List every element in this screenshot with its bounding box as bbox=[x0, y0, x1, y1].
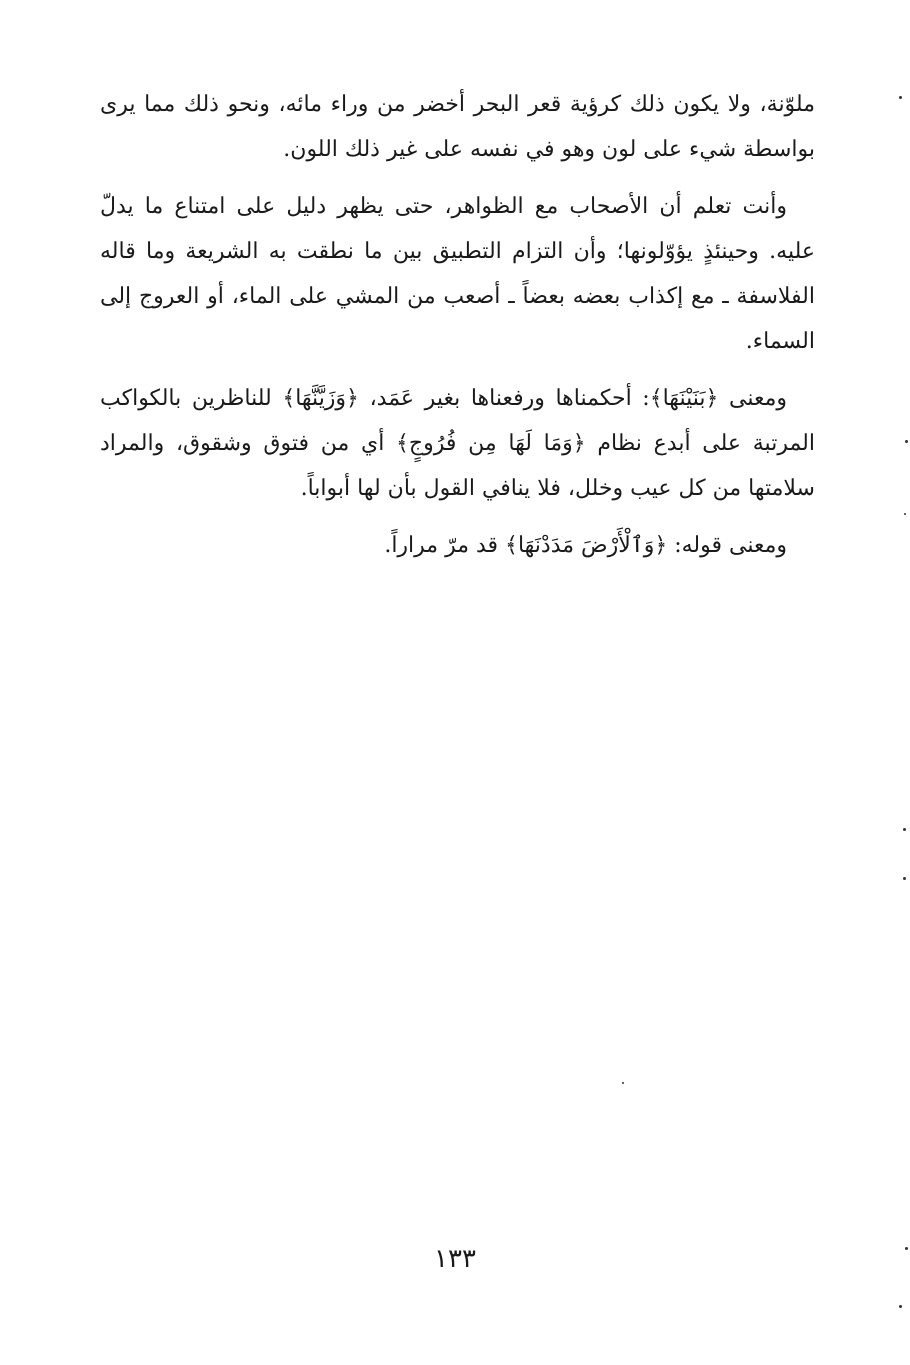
scan-speck bbox=[899, 1305, 902, 1308]
scan-speck bbox=[903, 828, 906, 831]
scan-speck bbox=[904, 513, 906, 515]
body-text bbox=[100, 82, 815, 580]
paragraph-continuation: ملوّنة، ولا يكون ذلك كرؤية قعر البحر أخضر من وراء مائه، ونحو ذلك مما يرى بواسطة شيء على لون وهو في نفسه على غير ذلك اللون. bbox=[100, 92, 815, 162]
paragraph: ومعنى قوله: ﴿وَٱلْأَرْضَ مَدَدْنَهَا﴾ قد مرّ مراراً. bbox=[384, 533, 787, 558]
scan-speck bbox=[903, 877, 906, 880]
page-number: ١٣٣ bbox=[434, 1244, 476, 1274]
scan-speck bbox=[899, 96, 902, 99]
paragraph: وأنت تعلم أن الأصحاب مع الظواهر، حتى يظهر دليل على امتناع ما يدلّ عليه. وحينئذٍ يؤوّلونها؛ وأن التزام التطبيق بين ما نطقت به الشريعة وما قاله الفلاسفة ـ مع إكذاب بعضه بعضاً ـ أصعب من المشي على الماء، أو العروج إلى السماء. bbox=[100, 194, 815, 354]
scan-speck bbox=[905, 440, 908, 443]
scan-speck bbox=[622, 1082, 624, 1084]
scan-speck bbox=[905, 1247, 908, 1250]
paragraph: ومعنى ﴿بَنَيْنَهَا﴾: أحكمناها ورفعناها بغير عَمَد، ﴿وَزَيَّنَّهَا﴾ للناظرين بالكواكب المرتبة على أبدع نظام ﴿وَمَا لَهَا مِن فُرُوجٍ﴾ أي من فتوق وشقوق، والمراد سلامتها من كل عيب وخلل، فلا ينافي القول بأن لها أبواباً. bbox=[100, 386, 815, 501]
